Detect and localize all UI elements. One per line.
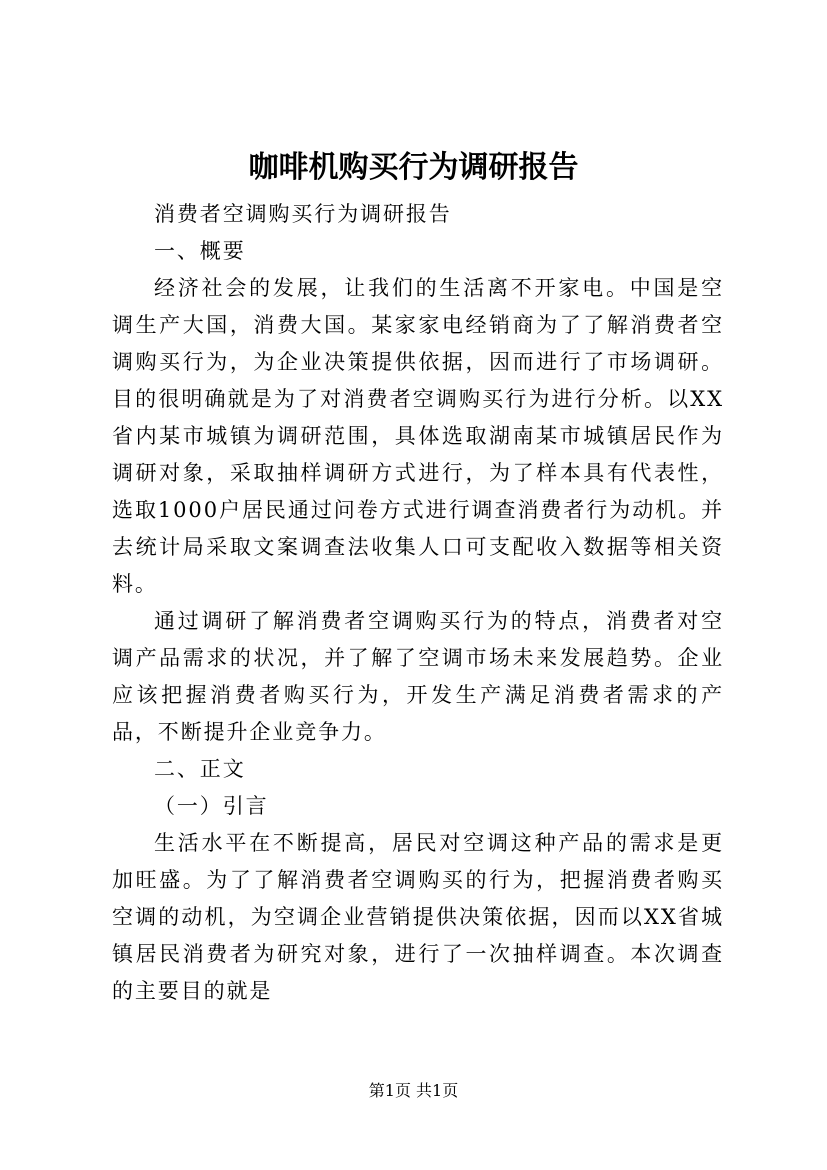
document-body bbox=[112, 196, 724, 1010]
section-heading-main: 二、正文 bbox=[154, 757, 246, 781]
subtitle: 消费者空调购买行为调研报告 bbox=[154, 202, 452, 226]
document-title: 咖啡机购买行为调研报告 bbox=[248, 150, 579, 185]
paragraph-overview-2: 通过调研了解消费者空调购买行为的特点，消费者对空调产品需求的状况，并了解了空调市场未来发展趋势。企业应该把握消费者购买行为，开发生产满足消费者需求的产品，不断提升企业竞争力。 bbox=[112, 609, 724, 744]
subsection-heading-intro: （一）引言 bbox=[154, 794, 269, 818]
paragraph-overview-1: 经济社会的发展，让我们的生活离不开家电。中国是空调生产大国，消费大国。某家家电经销商为了了解消费者空调购买行为，为企业决策提供依据，因而进行了市场调研。目的很明确就是为了对消费者空调购买行为进行分析。以XX省内某市城镇为调研范围，具体选取湖南某市城镇居民作为调研对象，采取抽样调研方式进行，为了样本具有代表性，选取1000户居民通过问卷方式进行调查消费者行为动机。并去统计局采取文案调查法收集人口可支配收入数据等相关资料。 bbox=[112, 276, 724, 596]
page-number-footer: 第1页 共1页 bbox=[368, 1081, 459, 1100]
paragraph-intro: 生活水平在不断提高，居民对空调这种产品的需求是更加旺盛。为了了解消费者空调购买的行为，把握消费者购买空调的动机，为空调企业营销提供决策依据，因而以XX省城镇居民消费者为研究对象，进行了一次抽样调查。本次调查的主要目的就是 bbox=[112, 831, 724, 1003]
section-heading-overview: 一、概要 bbox=[154, 239, 246, 263]
